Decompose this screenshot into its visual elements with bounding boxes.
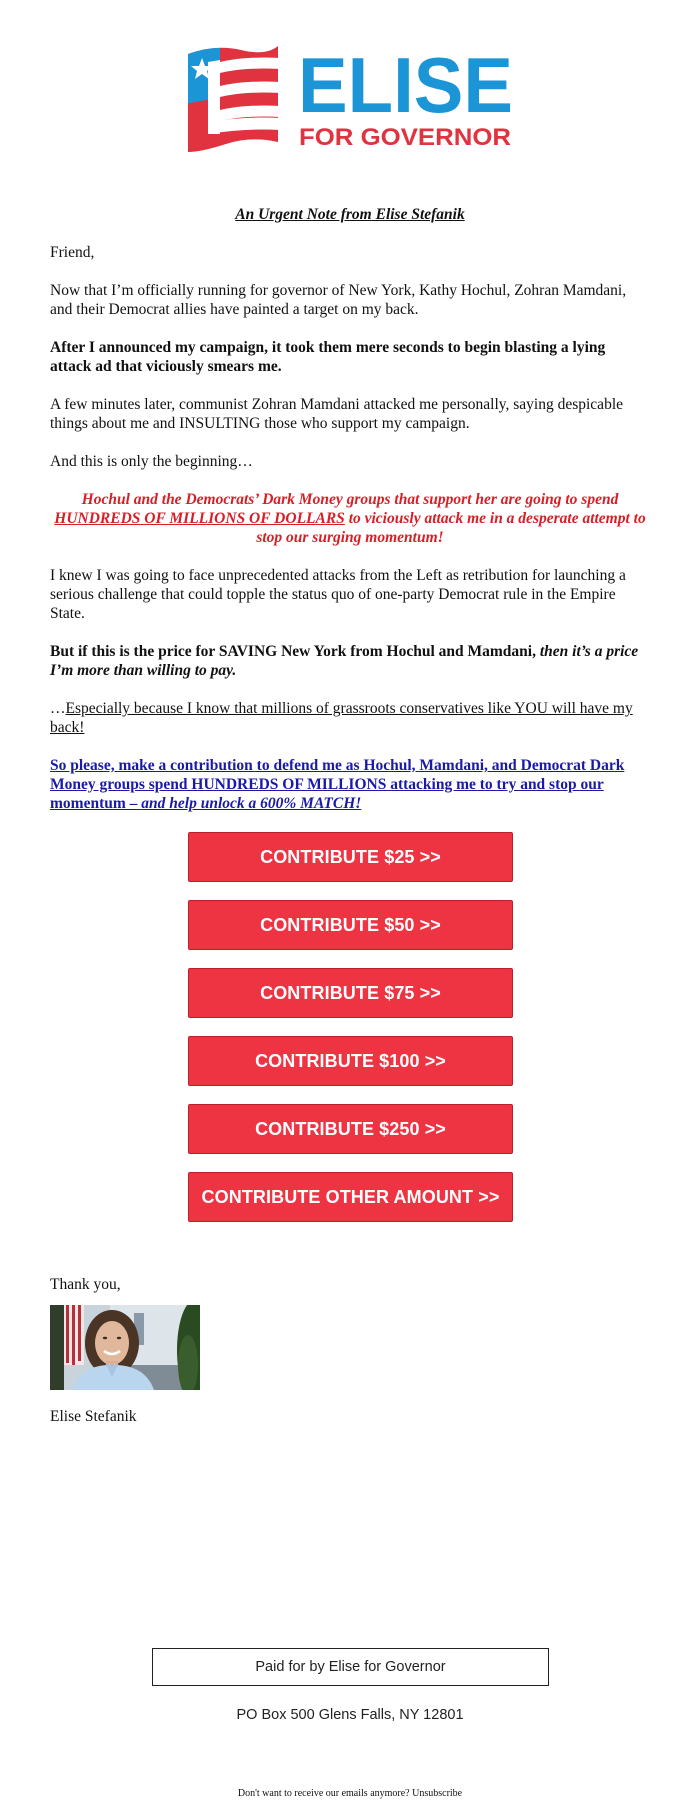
svg-text:ELISE: ELISE (298, 42, 513, 129)
candidate-photo (50, 1305, 200, 1390)
paragraph-5: I knew I was going to face unprecedented attacks from the Left as retribution for launching a serious challenge that could topple the status quo of one-party Democrat rule in the Empire State. (50, 567, 626, 622)
paid-for-disclaimer (152, 1648, 549, 1686)
paragraph-4: And this is only the beginning… (50, 453, 253, 470)
paid-for-text: Paid for by Elise for Governor (255, 1659, 446, 1675)
callout-underlined: HUNDREDS OF MILLIONS OF DOLLARS (54, 510, 345, 527)
unsubscribe-link[interactable]: Unsubscribe (412, 1788, 463, 1799)
contribute-link[interactable] (50, 757, 624, 812)
contribute-250-button[interactable]: CONTRIBUTE $250 >> (188, 1104, 513, 1154)
paragraph-1: Now that I’m officially running for governor of New York, Kathy Hochul, Zohran Mamdani, and their Democrat allies have painted a target on my back. (50, 282, 627, 318)
ellipsis-prefix: … (50, 700, 66, 717)
paragraph-2 (50, 338, 650, 376)
salutation: Friend, (50, 244, 95, 261)
flag-e-icon (186, 42, 516, 157)
paragraph-7-underlined: Especially because I know that millions of grassroots conservatives like YOU will have my back! (50, 700, 633, 736)
contribute-50-button[interactable]: CONTRIBUTE $50 >> (188, 900, 513, 950)
cta-link-italic[interactable]: and help unlock a 600% MATCH! (141, 795, 362, 812)
donate-button-group (188, 832, 513, 1240)
unsubscribe-prompt: Don't want to receive our emails anymore? (237, 1788, 413, 1799)
paragraph-3: A few minutes later, communist Zohran Mamdani attacked me personally, saying despicable things about me and INSULTING those who support my campaign. (50, 396, 624, 432)
cta-link-text[interactable]: So please, make a contribution to defend me as Hochul, Mamdani, and Democrat Dark Money groups spend HUNDREDS OF MILLIONS attacking me to try and stop our momentum – (50, 757, 625, 812)
contribute-100-button[interactable]: CONTRIBUTE $100 >> (188, 1036, 513, 1086)
portrait-image-icon (50, 1305, 200, 1390)
letter-body (50, 205, 650, 832)
mailing-address: PO Box 500 Glens Falls, NY 12801 (236, 1707, 464, 1723)
unsubscribe-footer (0, 1788, 700, 1799)
paragraph-6-bold-italic: then it’s a price I’m more than willing to pay. (50, 643, 639, 679)
paragraph-6-bold: But if this is the price for SAVING New York from Hochul and Mamdani, (50, 643, 540, 660)
contribute-25-button[interactable]: CONTRIBUTE $25 >> (188, 832, 513, 882)
paragraph-7 (50, 699, 650, 737)
letter-title: An Urgent Note from Elise Stefanik (235, 206, 465, 223)
cta-paragraph (50, 756, 650, 813)
callout-part-2: to viciously attack me in a desperate attempt to stop our surging momentum! (256, 510, 646, 546)
contribute-other-amount-button[interactable]: CONTRIBUTE OTHER AMOUNT >> (188, 1172, 513, 1222)
paragraph-6 (50, 642, 650, 680)
paragraph-2-bold: After I announced my campaign, it took them mere seconds to begin blasting a lying attack ad that viciously smears me. (50, 339, 606, 375)
callout-part-1: Hochul and the Democrats’ Dark Money groups that support her are going to spend (81, 491, 619, 508)
signature-name: Elise Stefanik (50, 1408, 137, 1425)
contribute-75-button[interactable]: CONTRIBUTE $75 >> (188, 968, 513, 1018)
closing-text: Thank you, (50, 1276, 121, 1293)
svg-text:FOR GOVERNOR: FOR GOVERNOR (299, 124, 511, 151)
red-callout (50, 490, 650, 547)
campaign-logo (186, 42, 516, 157)
